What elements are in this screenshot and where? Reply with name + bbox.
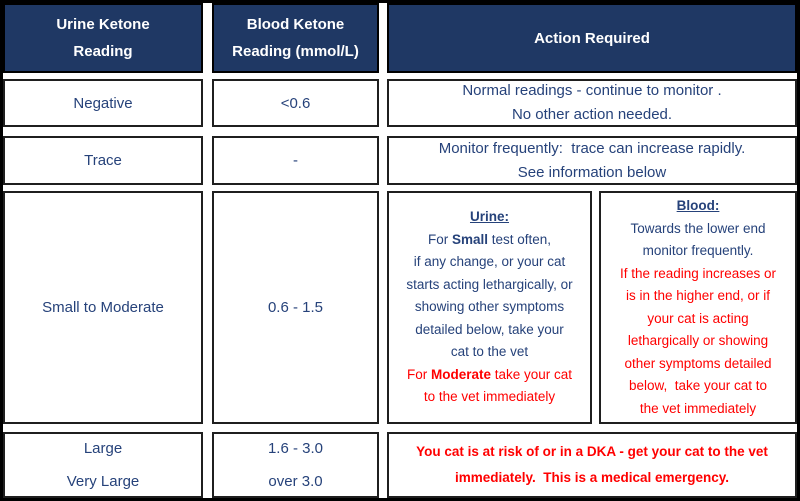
cell-text: -: [293, 152, 298, 169]
urine-box-line: showing other symptoms: [414, 299, 565, 315]
cell-small-moderate-urine: [3, 191, 203, 424]
text-segment-bold: Small: [451, 231, 488, 247]
cell-text: 1.6 - 3.0: [267, 440, 324, 457]
cell-trace-urine: [3, 136, 203, 185]
header-line: Blood Ketone: [246, 16, 345, 33]
blood-box-warning-line: below, take your cat to: [628, 378, 768, 393]
action-line: Normal readings - continue to monitor .: [462, 82, 722, 99]
header-line: Reading (mmol/L): [232, 43, 359, 60]
cell-text: <0.6: [280, 94, 311, 112]
cell-small-moderate-action: [387, 191, 797, 424]
blood-box-line: Towards the lower end: [630, 220, 766, 236]
cell-text: Trace: [84, 152, 122, 169]
header-line: Urine Ketone: [56, 16, 150, 33]
text-segment: take your cat: [490, 366, 573, 382]
cell-text: Very Large: [66, 473, 140, 490]
urine-box-line: if any change, or your cat: [413, 254, 566, 270]
urine-box-warning-line: to the vet immediately: [423, 389, 556, 405]
urine-box-line: starts acting lethargically, or: [406, 276, 573, 292]
cell-dka-emergency-action: [387, 432, 797, 498]
cell-trace-blood: [212, 136, 379, 185]
header-action-required: [387, 3, 797, 73]
emergency-line: You cat is at risk of or in a DKA - get your cat to the vet: [416, 444, 768, 459]
blood-action-box: [599, 191, 797, 424]
cell-large-urine: [3, 432, 203, 498]
cell-text: Large: [83, 440, 123, 457]
blood-box-warning-line: the vet immediately: [639, 400, 757, 416]
cell-small-moderate-blood: [212, 191, 379, 424]
header-blood-ketone-reading: [212, 3, 379, 73]
urine-box-title: Urine:: [469, 209, 509, 225]
blood-box-title: Blood:: [676, 198, 720, 213]
header-line: Reading: [73, 43, 133, 60]
urine-box-line: cat to the vet: [450, 344, 529, 360]
action-line: See information below: [517, 163, 667, 181]
action-line: Monitor frequently: trace can increase rapidly.: [438, 139, 746, 157]
blood-box-warning-line: is in the higher end, or if: [625, 288, 771, 303]
cell-text: 0.6 - 1.5: [267, 299, 324, 316]
header-line: Action Required: [534, 29, 650, 47]
blood-box-warning-line: other symptoms detailed: [624, 355, 772, 371]
urine-box-line: detailed below, take your: [415, 321, 564, 337]
cell-trace-action: [387, 136, 797, 185]
blood-box-warning-line: lethargically or showing: [627, 333, 769, 348]
cell-text: Small to Moderate: [42, 299, 164, 316]
blood-box-line: monitor frequently.: [642, 243, 754, 258]
header-urine-ketone-reading: [3, 3, 203, 73]
text-segment: For: [406, 366, 431, 382]
text-segment-bold: Moderate: [430, 366, 491, 382]
text-segment: test often,: [488, 231, 552, 247]
cell-negative-urine: [3, 79, 203, 127]
cell-large-blood: [212, 432, 379, 498]
cell-text: Negative: [73, 94, 133, 112]
cell-negative-blood: [212, 79, 379, 127]
text-segment: For: [427, 231, 452, 247]
cell-text: over 3.0: [268, 473, 323, 490]
urine-box-line: [428, 229, 551, 252]
action-line: No other action needed.: [511, 106, 673, 123]
blood-box-warning-line: your cat is acting: [647, 310, 749, 326]
table-grid: [3, 3, 797, 498]
urine-action-box: [387, 191, 592, 424]
urine-box-warning-line: [407, 364, 572, 387]
cell-negative-action: [387, 79, 797, 127]
emergency-line: immediately. This is a medical emergency.: [454, 470, 730, 485]
blood-box-warning-line: If the reading increases or: [619, 265, 777, 281]
